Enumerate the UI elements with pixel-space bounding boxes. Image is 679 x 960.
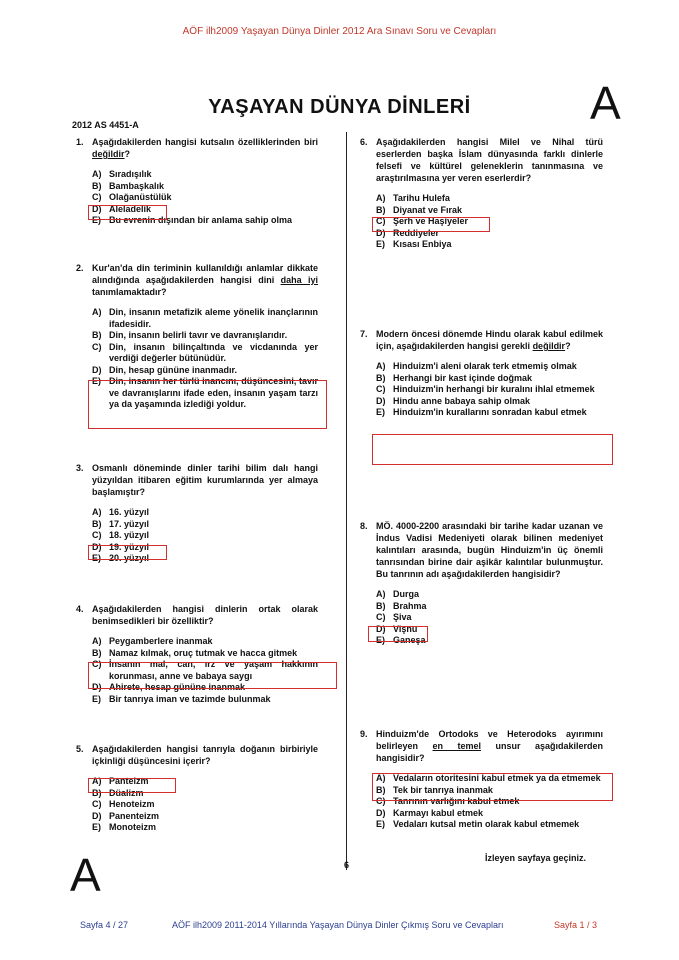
answer-highlight-q4 bbox=[88, 662, 337, 689]
question-text: Aşağıdakilerden hangisi tanrıyla doğanın birbiriyle içkinliği düşüncesini içerir? bbox=[92, 744, 318, 766]
option-c[interactable]: C) Din, insanın bilinçaltında ve vicdanında yer verdiği değerler bütünüdür. bbox=[92, 341, 318, 363]
option-c[interactable]: C) Olağanüstülük bbox=[92, 192, 172, 202]
option-e[interactable]: E) 20. yüzyıl bbox=[92, 553, 150, 563]
question-4 bbox=[76, 603, 318, 705]
option-e[interactable]: E) Hinduizm'in kurallarını sonradan kabul etmek bbox=[376, 407, 587, 417]
question-number: 4. bbox=[76, 604, 84, 614]
option-e[interactable]: E) Bu evrenin dışından bir anlama sahip olma bbox=[92, 215, 293, 225]
question-text: Kur'an'da din teriminin kullanıldığı anlamlar dikkate alındığında aşağıdakilerden hangisi dini daha iyi tanımlamaktadır? bbox=[92, 263, 318, 297]
option-c[interactable]: C) Hinduizm'in herhangi bir kuralını ihlal etmemek bbox=[376, 384, 595, 394]
question-number: 1. bbox=[76, 137, 84, 147]
option-d[interactable]: D) Panenteizm bbox=[92, 810, 160, 821]
option-c[interactable]: C) Tanrının varlığını kabul etmek bbox=[376, 796, 520, 806]
option-d[interactable]: D) 19. yüzyıl bbox=[92, 541, 150, 552]
option-d[interactable]: D) Reddiyeler bbox=[376, 227, 440, 238]
option-a[interactable]: A) 16. yüzyıl bbox=[92, 507, 150, 517]
option-list bbox=[376, 361, 603, 419]
question-number: 5. bbox=[76, 744, 84, 754]
option-e[interactable]: E) Kısası Enbiya bbox=[376, 239, 452, 249]
option-d[interactable]: D) Din, hesap gününe inanmadır. bbox=[92, 364, 238, 375]
option-a[interactable]: A) Peygamberlere inanmak bbox=[92, 636, 213, 646]
option-c[interactable]: C) Şiva bbox=[376, 612, 412, 622]
answer-highlight-q9 bbox=[372, 773, 613, 801]
booklet-letter-bottom: A bbox=[70, 849, 101, 901]
option-a[interactable]: A) Tarihu Hulefa bbox=[376, 193, 450, 203]
option-d[interactable]: D) Hindu anne babaya sahip olmak bbox=[376, 395, 531, 406]
question-number: 2. bbox=[76, 263, 84, 273]
question-number: 6. bbox=[360, 137, 368, 147]
question-number: 3. bbox=[76, 463, 84, 473]
option-a[interactable]: A) Vedaların otoritesini kabul etmek ya da etmemek bbox=[376, 773, 601, 783]
option-b[interactable]: B) Herhangi bir kast içinde doğmak bbox=[376, 372, 533, 383]
document-header: AÖF ilh2009 Yaşayan Dünya Dinler 2012 Ara Sınavı Soru ve Cevapları bbox=[182, 26, 497, 37]
option-b[interactable]: B) Namaz kılmak, oruç tutmak ve hacca gitmek bbox=[92, 647, 298, 658]
question-number: 9. bbox=[360, 729, 368, 739]
question-number: 7. bbox=[360, 329, 368, 339]
column-divider bbox=[344, 132, 350, 870]
option-c[interactable]: C) Henoteizm bbox=[92, 799, 155, 809]
option-a[interactable]: A) Din, insanın metafizik aleme yönelik inançlarının ifadesidir. bbox=[92, 307, 318, 329]
option-e[interactable]: E) Monoteizm bbox=[92, 822, 156, 832]
option-a[interactable]: A) Hinduizm'i aleni olarak terk etmemiş olmak bbox=[376, 361, 577, 371]
option-b[interactable]: B) Düalizm bbox=[92, 787, 144, 798]
option-d[interactable]: D) Ahirete, hesap gününe inanmak bbox=[92, 682, 246, 692]
question-text: MÖ. 4000-2200 arasındaki bir tarihe kadar uzanan ve İndus Vadisi Medeniyeti olarak bilinen medeniyet kalıntıları arasında, bugün Hinduizm'in üç önemli tanrısından birine dair aşikâr kalıntılar bulunmuştur. Bu tanrının adı aşağıdakilerden hangisidir? bbox=[376, 521, 603, 579]
answer-highlight-q8 bbox=[368, 626, 428, 642]
answer-highlight-q7 bbox=[372, 434, 613, 465]
answer-highlight-q5 bbox=[88, 778, 176, 793]
option-d[interactable]: D) Vişnu bbox=[376, 623, 418, 634]
option-a[interactable]: A) Durga bbox=[376, 589, 420, 599]
option-b[interactable]: B) Brahma bbox=[376, 600, 427, 611]
answer-highlight-q1 bbox=[88, 205, 167, 220]
exam-title: YAŞAYAN DÜNYA DİNLERİ bbox=[208, 96, 471, 118]
answer-highlight-q3 bbox=[88, 545, 167, 560]
option-b[interactable]: B) Tek bir tanrıya inanmak bbox=[376, 784, 493, 795]
option-c[interactable]: C) 18. yüzyıl bbox=[92, 530, 150, 540]
option-b[interactable]: B) 17. yüzyıl bbox=[92, 518, 150, 529]
page-number: 6 bbox=[344, 860, 350, 870]
question-number: 8. bbox=[360, 521, 368, 531]
question-6 bbox=[360, 136, 603, 251]
exam-code: 2012 AS 4451-A bbox=[72, 120, 139, 130]
footer-center: AÖF ilh2009 2011-2014 Yıllarında Yaşayan Dünya Dinler Çıkmış Soru ve Cevapları bbox=[172, 920, 504, 930]
question-text: Aşağıdakilerden hangisi Milel ve Nihal türü eserlerden başka İslam dünyasında farklı dinlerle felsefi ve kültürel geleneklerin tanınmasına ve araştırılmasına yer veren eserlerdir? bbox=[376, 137, 603, 183]
option-b[interactable]: B) Diyanat ve Fırak bbox=[376, 204, 463, 215]
option-e[interactable]: E) Vedaları kutsal metin olarak kabul etmemek bbox=[376, 819, 580, 829]
option-e[interactable]: E) Bir tanrıya iman ve tazimde bulunmak bbox=[92, 693, 271, 704]
question-text: Modern öncesi dönemde Hindu olarak kabul edilmek için, aşağıdakilerden hangisi gerekli değildir? bbox=[376, 329, 603, 351]
option-a[interactable]: A) Sıradışılık bbox=[92, 169, 152, 179]
question-7 bbox=[360, 328, 603, 419]
question-text: Hinduizm'de Ortodoks ve Heterodoks ayırımını belirleyen en temel unsur aşağıdakilerden hangisidir? bbox=[376, 729, 603, 763]
question-text: Aşağıdakilerden hangisi dinlerin ortak olarak benimsedikleri bir özelliktir? bbox=[92, 604, 318, 626]
option-c[interactable]: C) İnsanın mal, can, ırz ve yaşam hakkının korunması, anne ve babaya saygı bbox=[92, 659, 318, 681]
question-text: Aşağıdakilerden hangisi kutsalın özelliklerinden biri değildir? bbox=[92, 137, 318, 159]
footer-right: Sayfa 1 / 3 bbox=[554, 920, 598, 930]
answer-highlight-q2 bbox=[88, 380, 327, 429]
next-page-note: İzleyen sayfaya geçiniz. bbox=[485, 853, 587, 863]
option-a[interactable]: A) Panteizm bbox=[92, 776, 149, 786]
footer-left: Sayfa 4 / 27 bbox=[80, 920, 129, 930]
question-text: Osmanlı döneminde dinler tarihi bilim dalı hangi yüzyıldan itibaren eğitim kurumlarında yer almaya başlamıştır? bbox=[92, 463, 318, 497]
option-b[interactable]: B) Bambaşkalık bbox=[92, 180, 165, 191]
option-e[interactable]: E) Din, insanın her türlü inancını, düşüncesini, tavır ve davranışlarını ifade eden, insanın yaşam tarzı ya da yaşamında izlediği yoldur. bbox=[92, 376, 318, 409]
option-e[interactable]: E) Ganeşa bbox=[376, 635, 426, 645]
booklet-letter-top: A bbox=[590, 77, 621, 129]
option-c[interactable]: C) Şerh ve Haşiyeler bbox=[376, 216, 469, 226]
answer-highlight-q6 bbox=[372, 217, 490, 232]
option-b[interactable]: B) Din, insanın belirli tavır ve davranışlarıdır. bbox=[92, 330, 288, 340]
option-d[interactable]: D) Karmayı kabul etmek bbox=[376, 807, 484, 818]
option-d[interactable]: D) Aleladelik bbox=[92, 203, 152, 214]
